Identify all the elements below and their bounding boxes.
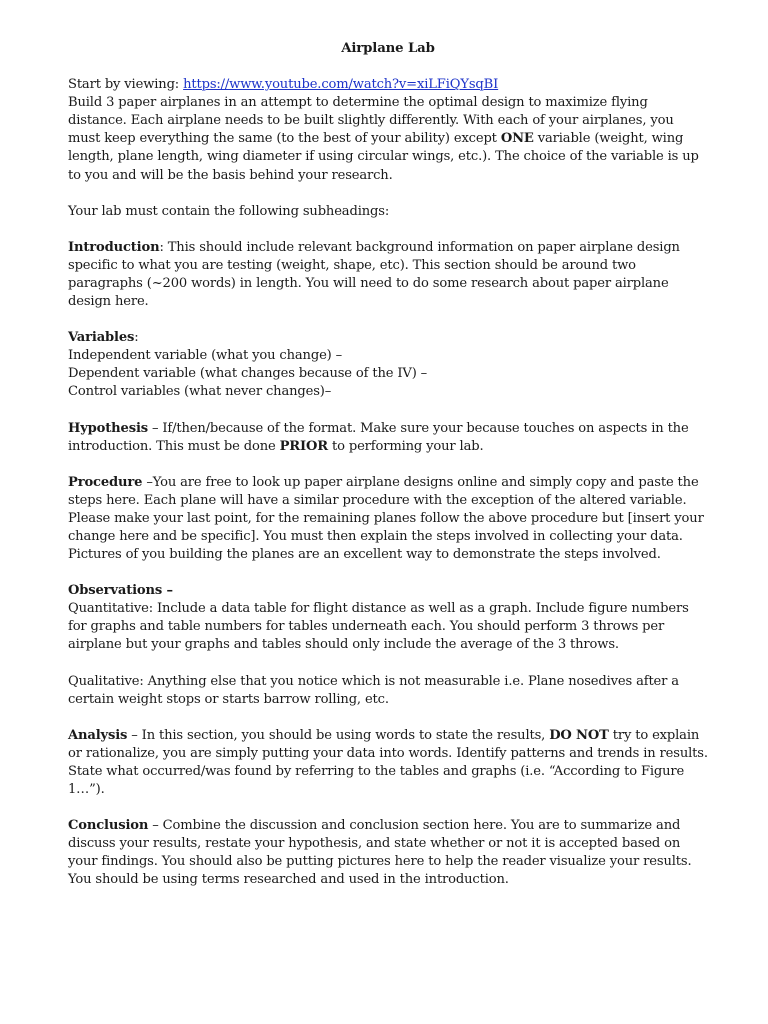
hypothesis-text-part2: to performing your lab. xyxy=(327,438,484,454)
hypothesis-section xyxy=(68,420,708,456)
intro-text-part1: Build 3 paper airplanes in an attempt to determine the optimal design to maximize flying distance. Each airplane needs to be built slightly differently. With each of your airplanes, you must keep everything the same (to the best of your ability) except xyxy=(68,95,674,147)
conclusion-text: – Combine the discussion and conclusion section here. You are to summarize and discuss your results, restate your hypothesis, and state whether or not it is accepted based on your findings. You should also be putting pictures here to help the reader visualize your results. You should be using terms researched and used in the introduction. xyxy=(68,818,692,888)
subheadings-line: Your lab must contain the following subheadings: xyxy=(68,203,390,219)
observations-heading-line xyxy=(68,582,708,600)
analysis-section xyxy=(68,727,708,799)
variables-independent: Independent variable (what you change) – xyxy=(68,348,343,364)
start-line xyxy=(68,76,708,94)
introduction-section xyxy=(68,239,708,311)
analysis-text-part1: – In this section, you should be using words to state the results, xyxy=(127,727,550,743)
quantitative-text: Quantitative: Include a data table for flight distance as well as a graph. Include figure numbers for graphs and table numbers for tables underneath each. You should perform 3 throws per airplane but your graphs and tables should only include the average of the 3 throws. xyxy=(68,601,689,653)
intro-paragraph xyxy=(68,94,708,184)
conclusion-section xyxy=(68,817,708,889)
observations-heading: Observations – xyxy=(68,583,173,599)
youtube-link[interactable]: https://www.youtube.com/watch?v=xiLFiQYsqBI xyxy=(183,77,499,93)
procedure-heading: Procedure xyxy=(68,474,143,490)
procedure-text: –You are free to look up paper airplane designs online and simply copy and paste the steps here. Each plane will have a similar procedure with the exception of the altered variable. Please make your last point, for the remaining planes follow the above procedure but [insert your change here and be specific]. You must then explain the steps involved in collecting your data. Pictures of you building the planes are an excellent way to demonstrate the steps involved. xyxy=(68,474,704,563)
analysis-heading: Analysis xyxy=(68,727,128,743)
variables-heading-line xyxy=(68,329,708,347)
document-body xyxy=(68,40,708,889)
start-label: Start by viewing: xyxy=(68,77,184,93)
intro-one-emphasis: ONE xyxy=(500,131,534,147)
intro-text-part2: variable (weight, wing length, plane length, wing diameter if using circular wings, etc.). The choice of the variable is up to you and will be the basis behind your research. xyxy=(68,131,699,183)
hypothesis-text-part1: – If/then/because of the format. Make sure your because touches on aspects in the introduction. This must be done xyxy=(68,420,689,454)
variables-control: Control variables (what never changes)– xyxy=(68,384,332,400)
document-title: Airplane Lab xyxy=(341,41,435,56)
variables-dependent: Dependent variable (what changes because of the IV) – xyxy=(68,366,428,382)
analysis-text-part2: try to explain or rationalize, you are simply putting your data into words. Identify patterns and trends in results. State what occurred/was found by referring to the tables and graphs (i.e. “According to Figure 1…”). xyxy=(68,727,708,797)
procedure-section xyxy=(68,474,708,564)
hypothesis-heading: Hypothesis xyxy=(68,420,148,436)
conclusion-heading: Conclusion xyxy=(68,818,149,834)
variables-colon: : xyxy=(134,330,139,346)
variables-heading: Variables xyxy=(68,330,135,346)
introduction-text: : This should include relevant background information on paper airplane design specific to what you are testing (weight, shape, etc). This section should be around two paragraphs (~200 words) in length. You will need to do some research about paper airplane design here. xyxy=(68,239,680,310)
analysis-donot-emphasis: DO NOT xyxy=(549,727,609,743)
introduction-heading: Introduction xyxy=(68,239,160,255)
qualitative-text: Qualitative: Anything else that you notice which is not measurable i.e. Plane nosedives after a certain weight stops or starts barrow rolling, etc. xyxy=(68,673,679,707)
hypothesis-prior-emphasis: PRIOR xyxy=(279,438,328,454)
